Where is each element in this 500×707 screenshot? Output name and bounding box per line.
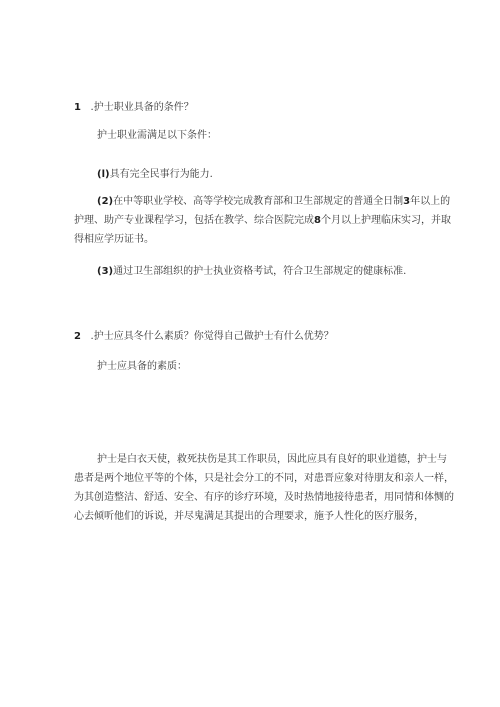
- item-3-marker: (3): [97, 266, 114, 277]
- item-2-line-1-num: 3: [403, 196, 411, 207]
- item-2-line-1-a: 在中等职业学校、高等学校完成教育部和卫生部规定的普通全日制: [113, 196, 404, 207]
- item-1-text: 具有完全民事行为能力.: [109, 169, 213, 180]
- question-2-para-line-3: 为其创造整洁、舒适、安全、有序的诊疗环境，及时热情地接待患者，用同情和体恻的: [74, 492, 454, 503]
- question-1-item-3: [97, 265, 406, 278]
- question-1-intro: 护士职业需满足以下条件：: [97, 130, 217, 141]
- item-2-line-2-num: 8: [314, 215, 321, 226]
- item-2-line-2-b: 个月以上护理临床实习，并取: [320, 215, 451, 226]
- item-2-marker: (2): [97, 196, 114, 207]
- item-2-line-2: 护理、助产专业课程学习，包括在教学、综合医院完成: [74, 215, 314, 226]
- question-1-item-2-line-3: 得相应学历证书。: [74, 234, 154, 245]
- question-2-number: 2: [74, 331, 81, 342]
- question-2-title: .护士应具冬什么素质？你觉得自己做护士有什么优势？: [90, 331, 334, 342]
- question-2-para-line-2: 患者是两个地位平等的个体，只是社会分工的不同，对患晋应象对待朋友和亲人一样，: [74, 473, 454, 484]
- question-1-item-1: [97, 168, 213, 181]
- question-1-title: .护士职业具备的条件？: [90, 102, 194, 113]
- question-1-heading: [74, 101, 194, 114]
- question-1-number: 1: [74, 102, 81, 113]
- question-1-item-2-line-1: [97, 195, 450, 208]
- item-2-line-1-b: 年以上的: [410, 196, 451, 207]
- question-2-intro: 护士应具备的素质：: [97, 361, 187, 372]
- question-1-item-2-line-2: [74, 214, 451, 227]
- question-2-para-line-1: 护士是白衣天使，救死扶伤是其工作职员，因此应具有良好的职业道德，护士与: [97, 454, 447, 465]
- item-3-text: 通过卫生部组织的护士执业资格考试，符合卫生部规定的健康标准.: [113, 266, 407, 277]
- question-2-heading: [74, 330, 334, 343]
- item-1-marker: (l): [97, 169, 110, 180]
- question-2-para-line-4: 心去倾听他们的诉说，并尽鬼满足其提出的合理要求，施予人性化的医疗服务，: [74, 511, 424, 522]
